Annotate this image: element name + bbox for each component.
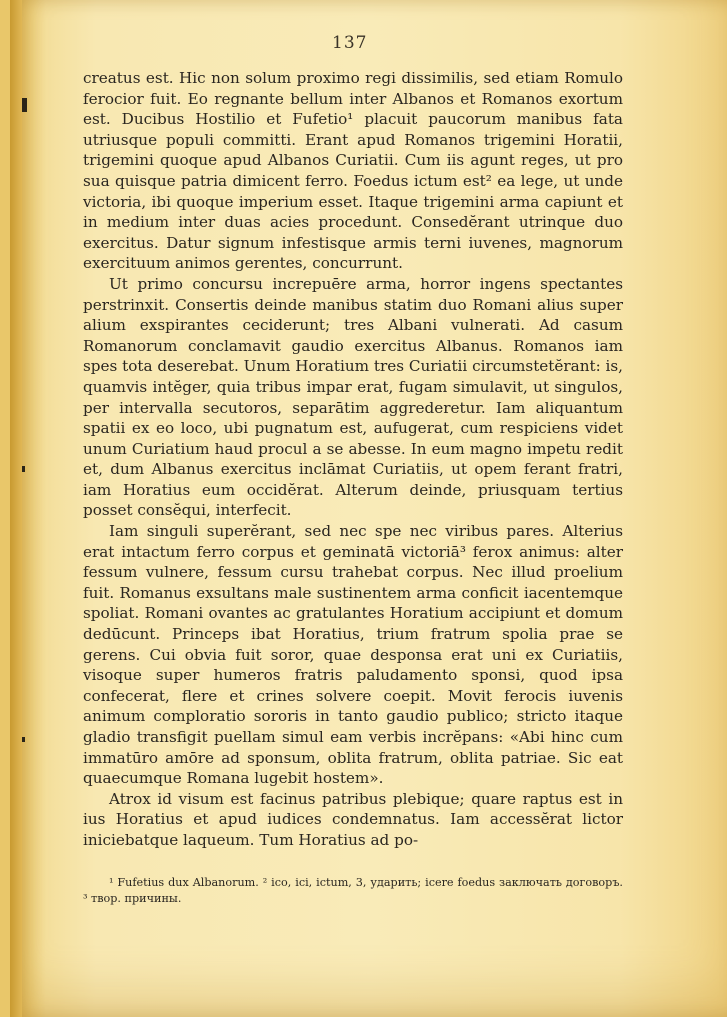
- margin-mark: [22, 98, 27, 112]
- paragraph: creatus est. Hic non solum proximo regi dissimilis, sed etiam Romulo ferocior fuit. Eo regnante bellum inter Albanos et Romanos exortum est. Ducibus Hostilio et Fufetio¹ placuit paucorum manibus fata utriusque populi committi. Erant apud Romanos trigemini Horatii, trigemini quoque apud Albanos Curiatii. Cum iis agunt reges, ut pro sua quisque patria dimicent ferro. Foedus ictum est² ea lege, ut unde victoria, ibi quoque imperium esset. Itaque trigemini arma capiunt et in medium inter duas acies procedunt. Consedĕrant utrinque duo exercitus. Datur signum infestisque armis terni iuvenes, magnorum exercituum animos gerentes, concurrunt.: [83, 69, 623, 273]
- footnote: ¹ Fufetius dux Albanorum. ² ico, ici, ictum, 3, ударить; icere foedus заключать договоръ. ³ твор. причины.: [83, 876, 623, 905]
- paragraph: Ut primo concursu increpuēre arma, horror ingens spectantes perstrinxit. Consertis deinde manibus statim duo Romani alius super alium exspirantes ceciderunt; tres Albani vulnerati. Ad casum Romanorum conclamavit gaudio exercitus Albanus. Romanos iam spes tota deserebat. Unum Horatium tres Curiatii circumstetĕrant: is, quamvis intĕger, quia tribus impar erat, fugam simulavit, ut singulos, per intervalla secutoros, separātim aggrederetur. Iam aliquantum spatii ex eo loco, ubi pugnatum est, aufugerat, cum respiciens videt unum Curiatium haud procul a se abesse. In eum magno impetu redit et, dum Albanus exercitus inclāmat Curiatiis, ut opem ferant fratri, iam Horatius eum occidĕrat. Alterum deinde, priusquam tertius posset consĕqui, interfecit.: [83, 274, 624, 520]
- page-number: 137: [332, 33, 368, 53]
- body-text: [83, 68, 623, 851]
- page-spine: [10, 0, 22, 1017]
- margin-mark: [22, 466, 25, 472]
- margin-mark: [22, 737, 25, 742]
- paragraph: Atrox id visum est facinus patribus plebique; quare raptus est in ius Horatius et apud iudices condemnatus. Iam accessĕrat lictor iniciebatque laqueum. Tum Horatius ad po-: [83, 789, 623, 849]
- book-page: [10, 0, 727, 1017]
- paragraph: Iam singuli superĕrant, sed nec spe nec viribus pares. Alterius erat intactum ferro corpus et geminatā victoriā³ ferox animus: alter fessum vulnere, fessum cursu trahebat corpus. Nec illud proelium fuit. Romanus exsultans male sustinentem arma conficit iacentemque spoliat. Romani ovantes ac gratulantes Horatium accipiunt et domum dedūcunt. Princeps ibat Horatius, trium fratrum spolia prae se gerens. Cui obvia fuit soror, quae desponsa erat uni ex Curiatiis, visoque super humeros fratris paludamento sponsi, quod ipsa confecerat, flere et crines solvere coepit. Movit ferocis iuvenis animum comploratio sororis in tanto gaudio publico; stricto itaque gladio transfigit puellam simul eam verbis incrĕpans: «Abi hinc cum immatūro amōre ad sponsum, oblita fratrum, oblita patriae. Sic eat quaecumque Romana lugebit hostem».: [83, 522, 623, 788]
